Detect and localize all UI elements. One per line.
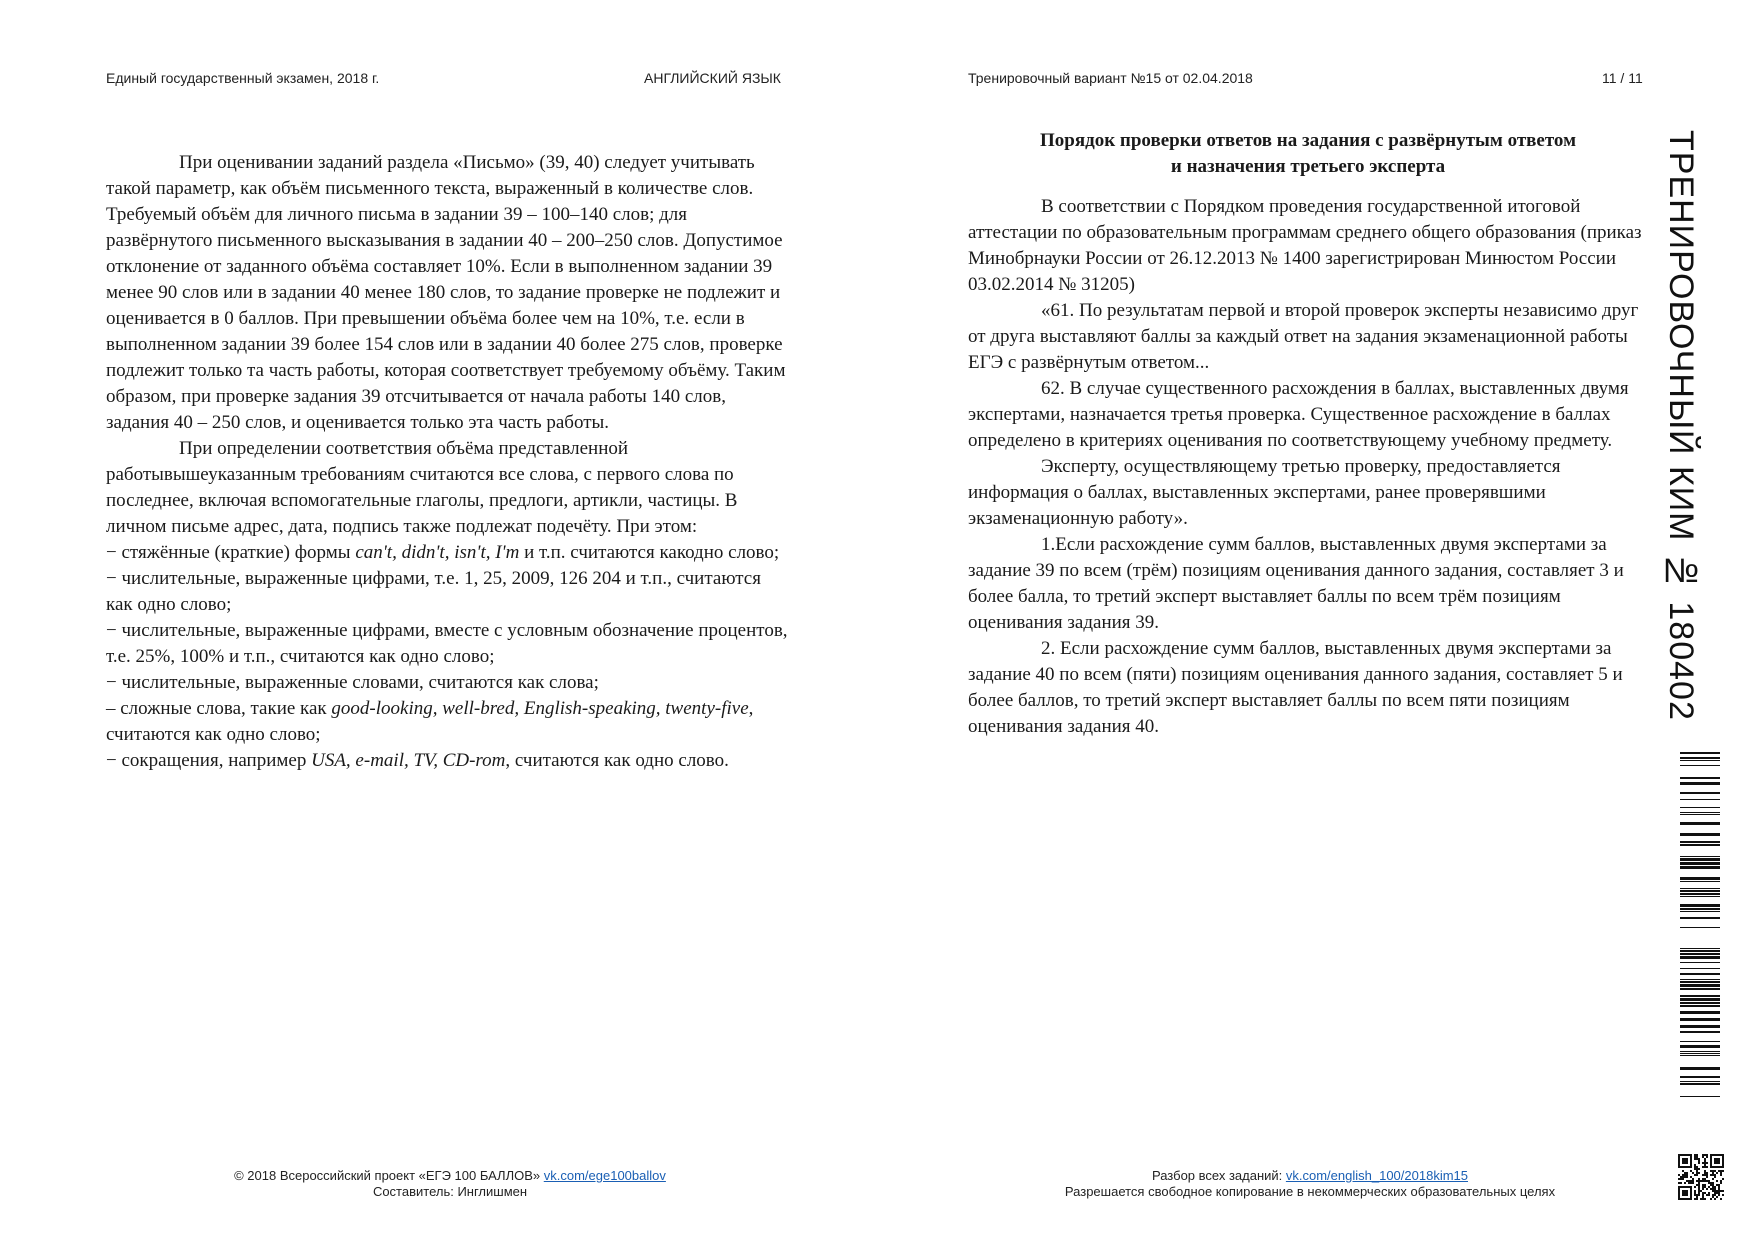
- paragraph-counting-rules: При определении соответствия объёма представленной работывышеуказанным требованиям считаются все слова, с первого слова по последнее, включая вспомогательные глаголы, предлоги, артикли, частицы. В личном письме адрес, дата, подпись также подлежат подечёту. При этом:: [106, 438, 738, 537]
- barcode-bar: [1680, 822, 1720, 825]
- qr-finder: [1710, 1166, 1724, 1168]
- footer-left: © 2018 Всероссийский проект «ЕГЭ 100 БАЛЛОВ» vk.com/ege100ballov Составитель: Инглишмен: [180, 1168, 720, 1200]
- qr-module: [1704, 1158, 1706, 1160]
- qr-module: [1704, 1174, 1706, 1176]
- barcode-bar: [1680, 1002, 1720, 1004]
- paragraph-62: 62. В случае существенного расхождения в баллах, выставленных двумя экспертами, назначается третья проверка. Существенное расхождение в баллах определено в критериях оценивания по соответствующему учебному предмету.: [968, 378, 1629, 451]
- qr-module: [1678, 1178, 1680, 1180]
- barcode-bar: [1680, 968, 1720, 969]
- qr-module: [1686, 1172, 1688, 1174]
- qr-module: [1722, 1178, 1724, 1180]
- barcode-bar: [1680, 777, 1720, 779]
- qr-module: [1718, 1194, 1720, 1196]
- qr-module: [1710, 1198, 1712, 1200]
- qr-module: [1690, 1176, 1692, 1178]
- footer-copy-note: Разрешается свободное копирование в некоммерческих образовательных целях: [1064, 1184, 1556, 1199]
- qr-module: [1690, 1170, 1692, 1172]
- barcode-bar: [1680, 807, 1720, 808]
- qr-module: [1704, 1178, 1706, 1180]
- qr-module: [1678, 1182, 1680, 1184]
- barcode-bar: [1680, 908, 1720, 910]
- qr-module: [1714, 1194, 1716, 1196]
- qr-module: [1710, 1188, 1712, 1190]
- barcode-bar: [1680, 948, 1720, 949]
- right-column: [968, 128, 1648, 740]
- qr-module: [1692, 1172, 1694, 1174]
- qr-module: [1700, 1180, 1702, 1182]
- left-column: [106, 150, 789, 774]
- qr-module: [1688, 1180, 1690, 1182]
- qr-module: [1682, 1176, 1684, 1178]
- barcode-bar: [1680, 1067, 1720, 1070]
- qr-module: [1698, 1192, 1700, 1194]
- qr-module: [1696, 1158, 1698, 1160]
- qr-module: [1702, 1180, 1704, 1182]
- qr-module: [1702, 1186, 1704, 1188]
- footer-author: Составитель: Инглишмен: [372, 1184, 528, 1199]
- qr-module: [1698, 1188, 1700, 1190]
- qr-module: [1712, 1186, 1714, 1188]
- qr-module: [1712, 1174, 1714, 1176]
- qr-module: [1698, 1190, 1700, 1192]
- barcode-bar: [1680, 877, 1720, 880]
- qr-module: [1708, 1194, 1710, 1196]
- barcode-bar: [1680, 841, 1720, 843]
- qr-module: [1704, 1180, 1706, 1182]
- qr-module: [1682, 1174, 1684, 1176]
- qr-module: [1718, 1184, 1720, 1186]
- qr-module: [1704, 1198, 1706, 1200]
- qr-module: [1688, 1182, 1690, 1184]
- qr-module: [1698, 1182, 1700, 1184]
- qr-module: [1718, 1188, 1720, 1190]
- qr-module: [1680, 1176, 1682, 1178]
- paragraph-task-40: 2. Если расхождение сумм баллов, выставленных двумя экспертами за задание 40 по всем (пяти) позициям оценивания данного задания, составляет 5 и более баллов, то третий эксперт выставляет баллы по всем пяти позициям оценивания задания 40.: [968, 638, 1623, 737]
- qr-module: [1720, 1174, 1722, 1176]
- qr-module: [1716, 1190, 1718, 1192]
- qr-module: [1704, 1162, 1706, 1164]
- barcode-bar: [1680, 833, 1720, 836]
- qr-module: [1714, 1170, 1716, 1172]
- qr-module: [1698, 1172, 1700, 1174]
- qr-module: [1720, 1180, 1722, 1182]
- barcode-bar: [1680, 1005, 1720, 1007]
- qr-module: [1684, 1174, 1686, 1176]
- qr-code-icon: [1678, 1154, 1724, 1200]
- qr-module: [1702, 1166, 1704, 1168]
- barcode-bar: [1680, 799, 1720, 800]
- qr-module: [1686, 1174, 1688, 1176]
- qr-finder: [1690, 1154, 1692, 1168]
- qr-module: [1712, 1190, 1714, 1192]
- qr-module: [1692, 1180, 1694, 1182]
- qr-module: [1714, 1198, 1716, 1200]
- qr-module: [1696, 1196, 1698, 1198]
- footer-right: Разбор всех заданий: vk.com/english_100/2018kim15 Разрешается свободное копирование в некоммерческих образовательных целях: [1000, 1168, 1620, 1200]
- barcode-bar: [1680, 814, 1720, 815]
- qr-finder: [1682, 1190, 1688, 1196]
- qr-module: [1694, 1174, 1696, 1176]
- header-exam-title: Единый государственный экзамен, 2018 г.: [106, 70, 380, 86]
- barcode-bar: [1680, 888, 1720, 889]
- qr-finder: [1678, 1154, 1692, 1156]
- qr-finder: [1714, 1158, 1720, 1164]
- qr-module: [1682, 1178, 1684, 1180]
- qr-finder: [1678, 1186, 1680, 1200]
- qr-module: [1704, 1186, 1706, 1188]
- barcode-bar: [1680, 896, 1720, 897]
- barcode-bar: [1680, 911, 1720, 912]
- barcode-bar: [1680, 956, 1720, 959]
- qr-module: [1698, 1178, 1700, 1180]
- qr-module: [1718, 1190, 1720, 1192]
- header-subject: АНГЛИЙСКИЙ ЯЗЫК: [644, 70, 781, 86]
- barcode-bar: [1680, 1076, 1720, 1078]
- list-item: − числительные, выраженные цифрами, т.е. 1, 25, 2009, 126 204 и т.п., считаются как одно слово;: [106, 568, 761, 615]
- qr-module: [1704, 1160, 1706, 1162]
- barcode-bar: [1680, 866, 1720, 869]
- qr-module: [1698, 1160, 1700, 1162]
- qr-module: [1708, 1180, 1710, 1182]
- barcode-bar: [1680, 1045, 1720, 1048]
- qr-module: [1686, 1180, 1688, 1182]
- qr-module: [1704, 1166, 1706, 1168]
- qr-module: [1692, 1182, 1694, 1184]
- qr-module: [1720, 1198, 1722, 1200]
- barcode-bar: [1680, 953, 1720, 955]
- qr-module: [1698, 1194, 1700, 1196]
- qr-module: [1702, 1194, 1704, 1196]
- qr-module: [1686, 1176, 1688, 1178]
- qr-module: [1698, 1186, 1700, 1188]
- qr-module: [1698, 1168, 1700, 1170]
- list-item: − стяжённые (краткие) формы can't, didn't, isn't, I'm и т.п. считаются какодно слово;: [106, 542, 780, 563]
- barcode-bar: [1680, 862, 1720, 865]
- qr-module: [1716, 1180, 1718, 1182]
- paragraph-61: «61. По результатам первой и второй проверок эксперты независимо друг от друга выставляют баллы за каждый ответ на задания экзаменационной работы ЕГЭ с развёрнутым ответом...: [968, 300, 1639, 373]
- barcode-bar: [1680, 973, 1720, 975]
- list-item: − числительные, выраженные цифрами, вместе с условным обозначение процентов, т.е. 25%, 100% и т.п., считаются как одно слово;: [106, 620, 788, 667]
- barcode-bar: [1680, 988, 1720, 990]
- qr-finder: [1682, 1158, 1688, 1164]
- qr-module: [1704, 1184, 1706, 1186]
- qr-module: [1710, 1174, 1712, 1176]
- barcode-bar: [1680, 979, 1720, 980]
- qr-module: [1706, 1166, 1708, 1168]
- qr-module: [1704, 1164, 1706, 1166]
- qr-module: [1716, 1192, 1718, 1194]
- qr-module: [1714, 1190, 1716, 1192]
- qr-module: [1694, 1198, 1696, 1200]
- qr-finder: [1690, 1186, 1692, 1200]
- qr-module: [1708, 1186, 1710, 1188]
- qr-module: [1694, 1166, 1696, 1168]
- qr-module: [1720, 1182, 1722, 1184]
- qr-module: [1714, 1188, 1716, 1190]
- qr-module: [1702, 1192, 1704, 1194]
- qr-module: [1716, 1184, 1718, 1186]
- qr-module: [1720, 1190, 1722, 1192]
- qr-module: [1718, 1170, 1720, 1172]
- qr-module: [1702, 1196, 1704, 1198]
- qr-module: [1702, 1162, 1704, 1164]
- barcode-bar: [1680, 950, 1720, 952]
- qr-module: [1706, 1162, 1708, 1164]
- barcode-bar: [1680, 927, 1720, 928]
- qr-module: [1722, 1194, 1724, 1196]
- qr-finder: [1678, 1154, 1680, 1168]
- qr-module: [1694, 1194, 1696, 1196]
- qr-module: [1704, 1154, 1706, 1156]
- qr-module: [1700, 1190, 1702, 1192]
- barcode-bar: [1680, 893, 1720, 895]
- barcode-bar: [1680, 904, 1720, 907]
- qr-module: [1694, 1168, 1696, 1170]
- qr-module: [1696, 1156, 1698, 1158]
- barcode-bar: [1680, 792, 1720, 794]
- qr-module: [1698, 1184, 1700, 1186]
- qr-module: [1690, 1182, 1692, 1184]
- paragraph-task-39: 1.Если расхождение сумм баллов, выставленных двумя экспертами за задание 39 по всем (трём) позициям оценивания данного задания, составляет 3 и более балла, то третий эксперт выставляет баллы по всем трём позициям оценивания задания 39.: [968, 534, 1624, 633]
- list-item: – сложные слова, такие как good-looking, well-bred, English-speaking, twenty-five, считаются как одно слово;: [106, 698, 754, 745]
- qr-module: [1684, 1176, 1686, 1178]
- qr-module: [1696, 1166, 1698, 1168]
- qr-module: [1720, 1172, 1722, 1174]
- barcode-bar: [1680, 1051, 1720, 1052]
- qr-module: [1712, 1194, 1714, 1196]
- barcode-bar: [1680, 962, 1720, 963]
- barcode-bar: [1680, 1053, 1720, 1054]
- qr-module: [1692, 1178, 1694, 1180]
- qr-finder: [1710, 1154, 1712, 1168]
- qr-module: [1680, 1178, 1682, 1180]
- barcode-bar: [1680, 1025, 1720, 1028]
- qr-module: [1702, 1156, 1704, 1158]
- qr-finder: [1678, 1166, 1692, 1168]
- barcode-bar: [1680, 1011, 1720, 1014]
- qr-module: [1710, 1170, 1712, 1172]
- qr-module: [1716, 1172, 1718, 1174]
- qr-module: [1712, 1182, 1714, 1184]
- qr-finder: [1722, 1154, 1724, 1168]
- qr-module: [1714, 1176, 1716, 1178]
- barcode-bar: [1680, 1081, 1720, 1082]
- qr-module: [1694, 1190, 1696, 1192]
- barcode-bar: [1680, 881, 1720, 882]
- page-number: 11 / 11: [1602, 70, 1643, 86]
- barcode-bar: [1680, 1055, 1720, 1056]
- qr-module: [1706, 1154, 1708, 1156]
- qr-module: [1708, 1182, 1710, 1184]
- qr-module: [1718, 1192, 1720, 1194]
- qr-module: [1706, 1194, 1708, 1196]
- qr-module: [1696, 1172, 1698, 1174]
- qr-module: [1680, 1182, 1682, 1184]
- qr-module: [1694, 1192, 1696, 1194]
- qr-module: [1682, 1170, 1684, 1172]
- qr-module: [1712, 1178, 1714, 1180]
- qr-module: [1684, 1172, 1686, 1174]
- qr-finder: [1678, 1198, 1692, 1200]
- qr-module: [1694, 1158, 1696, 1160]
- qr-module: [1698, 1180, 1700, 1182]
- qr-module: [1706, 1188, 1708, 1190]
- qr-module: [1702, 1184, 1704, 1186]
- qr-module: [1714, 1186, 1716, 1188]
- qr-module: [1722, 1170, 1724, 1172]
- qr-module: [1712, 1196, 1714, 1198]
- barcode-bar: [1680, 760, 1720, 761]
- qr-module: [1696, 1184, 1698, 1186]
- barcode-bar: [1680, 812, 1720, 813]
- qr-module: [1704, 1172, 1706, 1174]
- barcode-bar: [1680, 981, 1720, 983]
- section-title: Порядок проверки ответов на задания с развёрнутым ответом и назначения третьего эксперта: [1039, 130, 1577, 177]
- qr-module: [1694, 1154, 1696, 1156]
- barcode-bar: [1680, 858, 1720, 861]
- qr-module: [1698, 1158, 1700, 1160]
- barcode-bar: [1680, 757, 1720, 759]
- qr-module: [1708, 1192, 1710, 1194]
- qr-module: [1698, 1162, 1700, 1164]
- qr-module: [1694, 1156, 1696, 1158]
- qr-module: [1696, 1194, 1698, 1196]
- qr-module: [1716, 1196, 1718, 1198]
- qr-module: [1702, 1174, 1704, 1176]
- qr-module: [1712, 1170, 1714, 1172]
- qr-module: [1712, 1184, 1714, 1186]
- barcode-bar: [1680, 995, 1720, 997]
- paragraph-third-expert: Эксперту, осуществляющему третью проверку, предоставляется информация о баллах, выставленных экспертами, ранее проверявшими экзаменационную работу».: [968, 456, 1561, 529]
- barcode-bar: [1680, 998, 1720, 1001]
- qr-module: [1710, 1184, 1712, 1186]
- qr-module: [1696, 1170, 1698, 1172]
- vk-project-link[interactable]: vk.com/ege100ballov: [543, 1168, 666, 1183]
- qr-module: [1696, 1174, 1698, 1176]
- qr-module: [1706, 1180, 1708, 1182]
- qr-module: [1714, 1174, 1716, 1176]
- header-variant: Тренировочный вариант №15 от 02.04.2018: [968, 70, 1253, 86]
- barcode-bar: [1680, 1083, 1720, 1085]
- qr-module: [1694, 1164, 1696, 1166]
- list-item: − числительные, выраженные словами, считаются как слова;: [106, 672, 599, 693]
- barcode-bar: [1680, 917, 1720, 919]
- paragraph-word-count: При оценивании заданий раздела «Письмо» (39, 40) следует учитывать такой параметр, как объём письменного текста, выраженный в количестве слов. Требуемый объём для личного письма в задании 39 – 100–140 слов; для развёрнутого письменного высказывания в задании 40 – 200–250 слов. Допустимое отклонение от заданного объёма составляет 10%. Если в выполненном задании 39 менее 90 слов или в задании 40 менее 180 слов, то задание проверке не подлежит и оценивается в 0 баллов. При превышении объёма более чем на 10%, т.е. если в выполненном задании 39 более 154 слов или в задании 40 более 275 слов, проверке подлежит только та часть работы, которая соответствует требуемому объёму. Таким образом, при проверке задания 39 отсчитывается от начала работы 140 слов, задания 40 – 250 слов, и оценивается только эта часть работы.: [106, 152, 786, 433]
- qr-module: [1710, 1182, 1712, 1184]
- qr-module: [1702, 1188, 1704, 1190]
- qr-module: [1702, 1198, 1704, 1200]
- qr-module: [1684, 1182, 1686, 1184]
- qr-module: [1712, 1188, 1714, 1190]
- qr-module: [1704, 1192, 1706, 1194]
- barcode-icon: [1680, 752, 1720, 1100]
- list-item: − сокращения, например USA, e-mail, TV, CD-rom, считаются как одно слово.: [106, 750, 729, 771]
- qr-module: [1720, 1170, 1722, 1172]
- qr-module: [1678, 1174, 1680, 1176]
- qr-module: [1718, 1186, 1720, 1188]
- qr-module: [1694, 1186, 1696, 1188]
- qr-module: [1702, 1154, 1704, 1156]
- barcode-bar: [1680, 765, 1720, 766]
- qr-module: [1696, 1180, 1698, 1182]
- qr-module: [1696, 1198, 1698, 1200]
- qr-module: [1722, 1190, 1724, 1192]
- barcode-bar: [1680, 1041, 1720, 1042]
- qr-module: [1706, 1156, 1708, 1158]
- barcode-bar: [1680, 1031, 1720, 1033]
- vk-analysis-link[interactable]: vk.com/english_100/2018kim15: [1285, 1168, 1468, 1183]
- qr-module: [1704, 1170, 1706, 1172]
- barcode-bar: [1680, 1018, 1720, 1021]
- qr-module: [1714, 1192, 1716, 1194]
- qr-finder: [1710, 1154, 1724, 1156]
- paragraph-regulation: В соответствии с Порядком проведения государственной итоговой аттестации по образовательным программам среднего общего образования (приказ Минобрнауки России от 26.12.2013 № 1400 зарегистрирован Минюстом России 03.02.2014 № 31205): [968, 196, 1642, 295]
- qr-module: [1706, 1174, 1708, 1176]
- barcode-bar: [1680, 752, 1720, 754]
- barcode-bar: [1680, 844, 1720, 846]
- barcode-bar: [1680, 1096, 1720, 1097]
- qr-module: [1712, 1172, 1714, 1174]
- qr-module: [1706, 1176, 1708, 1178]
- barcode-bar: [1680, 984, 1720, 987]
- variant-side-label: ТРЕНИРОВОЧНЫЙ КИМ № 180402: [1662, 130, 1700, 721]
- qr-finder: [1678, 1186, 1692, 1188]
- qr-module: [1696, 1154, 1698, 1156]
- qr-module: [1706, 1172, 1708, 1174]
- qr-module: [1702, 1178, 1704, 1180]
- qr-module: [1690, 1180, 1692, 1182]
- qr-module: [1700, 1198, 1702, 1200]
- qr-module: [1696, 1168, 1698, 1170]
- barcode-bar: [1680, 890, 1720, 892]
- barcode-bar: [1680, 856, 1720, 857]
- barcode-bar: [1680, 782, 1720, 785]
